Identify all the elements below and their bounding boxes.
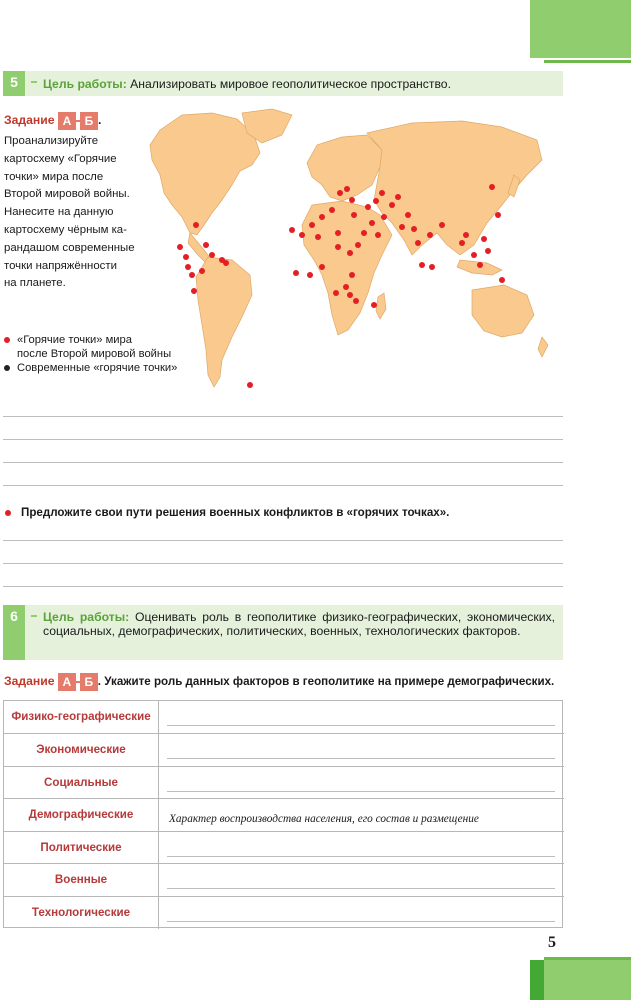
task5-goal-text: Анализировать мировое геополитическое пространство.	[130, 77, 451, 91]
hotspot-marker	[379, 190, 385, 196]
legend-item-modern	[4, 361, 194, 375]
task6-zadanie: Задание А Б . Укажите роль данных факторов в геополитике на примере демографических.	[4, 674, 555, 689]
instruction-line: рандашом современные	[4, 241, 135, 254]
factor-name: Экономические	[4, 734, 159, 766]
hotspot-marker	[439, 222, 445, 228]
hotspot-marker	[485, 248, 491, 254]
table-row	[4, 831, 564, 864]
task6-badge-b: Б	[80, 673, 98, 691]
task5-badge-a: А	[58, 112, 76, 130]
hotspot-marker	[361, 230, 367, 236]
task5-number: 5	[10, 74, 18, 90]
hotspot-marker	[459, 240, 465, 246]
factor-answer-line[interactable]	[167, 758, 555, 759]
red-dot-icon	[4, 337, 10, 343]
page-corner-top	[530, 0, 631, 58]
new-zealand-shape	[538, 337, 548, 357]
hotspot-marker	[185, 264, 191, 270]
task6-zadanie-label: Задание	[4, 674, 55, 689]
factor-name: Политические	[4, 832, 159, 864]
hotspot-marker	[415, 240, 421, 246]
hotspot-marker	[495, 212, 501, 218]
instruction-line: Второй мировой войны.	[4, 188, 130, 201]
hotspot-marker	[319, 214, 325, 220]
instruction-line: картосхему «Горячие	[4, 152, 117, 165]
task6-arrow	[31, 615, 37, 617]
legend-item-postwar	[4, 333, 194, 347]
task5-goal-label: Цель работы:	[43, 77, 127, 91]
madagascar-shape	[376, 293, 386, 319]
factor-name: Военные	[4, 864, 159, 896]
task6-goal-label: Цель работы:	[43, 610, 130, 624]
factor-answer-line[interactable]	[167, 888, 555, 889]
task5-zadanie: Задание А Б .	[4, 113, 102, 128]
north-america-shape	[150, 113, 260, 235]
hotspot-marker	[191, 288, 197, 294]
factor-value: Характер воспроизводства населения, его состав и размещение	[169, 813, 479, 825]
legend-label: «Горячие точки» мира	[17, 334, 132, 346]
factors-table	[3, 700, 563, 928]
hotspot-marker	[349, 197, 355, 203]
world-map-svg	[142, 105, 564, 395]
hotspot-marker	[429, 264, 435, 270]
task5-header	[3, 71, 563, 96]
answer-line[interactable]	[3, 540, 563, 541]
answer-line[interactable]	[3, 439, 563, 440]
hotspot-marker	[209, 252, 215, 258]
hotspot-marker	[193, 222, 199, 228]
europe-shape	[307, 135, 382, 201]
hotspot-marker	[177, 244, 183, 250]
hotspot-marker	[371, 302, 377, 308]
page-corner-bottom	[530, 960, 631, 1000]
table-row	[4, 863, 564, 896]
hotspot-marker	[389, 202, 395, 208]
instruction-line: на планете.	[4, 277, 66, 290]
hotspot-marker	[247, 382, 253, 388]
map-legend	[4, 333, 194, 375]
hotspot-marker	[463, 232, 469, 238]
hotspot-marker	[319, 264, 325, 270]
hotspot-marker	[353, 298, 359, 304]
hotspot-marker	[381, 214, 387, 220]
hotspot-marker	[349, 272, 355, 278]
hotspot-marker	[347, 292, 353, 298]
answer-line[interactable]	[3, 416, 563, 417]
table-row	[4, 733, 564, 766]
hotspot-marker	[395, 194, 401, 200]
factor-answer-line[interactable]	[167, 856, 555, 857]
task6-goal	[43, 610, 555, 638]
task6-badge-a: А	[58, 673, 76, 691]
hotspot-marker	[405, 212, 411, 218]
factor-name: Социальные	[4, 767, 159, 799]
australia-shape	[472, 285, 534, 337]
hotspot-marker	[189, 272, 195, 278]
hotspot-marker	[289, 227, 295, 233]
factor-answer-line[interactable]	[167, 791, 555, 792]
hotspot-marker	[337, 190, 343, 196]
red-dot-icon	[5, 510, 11, 516]
task5-zadanie-label: Задание	[4, 113, 55, 128]
factor-answer-line[interactable]	[167, 725, 555, 726]
instruction-line: точки» мира после	[4, 170, 104, 183]
hotspot-marker	[375, 232, 381, 238]
task5-instruction	[4, 133, 144, 293]
task5-number-box	[3, 71, 25, 96]
instruction-line: картосхему чёрным ка-	[4, 223, 127, 236]
legend-label: Современные «горячие точки»	[17, 362, 178, 374]
hotspot-marker	[477, 262, 483, 268]
task6-header	[3, 605, 563, 660]
hotspot-marker	[309, 222, 315, 228]
task5-badge-b: Б	[80, 112, 98, 130]
hotspot-marker	[347, 250, 353, 256]
hotspot-marker	[203, 242, 209, 248]
task6-number: 6	[10, 608, 18, 624]
hotspot-marker	[335, 244, 341, 250]
hotspot-marker	[355, 242, 361, 248]
instruction-line: точки напряжённости	[4, 259, 117, 272]
table-row	[4, 798, 564, 831]
hotspot-marker	[373, 198, 379, 204]
table-row	[4, 896, 564, 929]
task5-goal	[43, 77, 555, 91]
hotspot-marker	[499, 277, 505, 283]
factor-name: Демографические	[4, 799, 159, 831]
answer-line[interactable]	[3, 485, 563, 486]
hotspot-marker	[481, 236, 487, 242]
hotspot-marker	[223, 260, 229, 266]
hotspot-marker	[419, 262, 425, 268]
page-corner-top-line	[544, 60, 631, 63]
hotspot-marker	[351, 212, 357, 218]
task5-question	[5, 506, 449, 519]
task6-instruction: Укажите роль данных факторов в геополитике на примере демографических.	[104, 675, 555, 689]
hotspot-marker	[329, 207, 335, 213]
task5-question-text: Предложите свои пути решения военных конфликтов в «горячих точках».	[21, 506, 450, 519]
page-number: 5	[548, 934, 556, 951]
instruction-line: Проанализируйте	[4, 135, 99, 147]
page-corner-bottom-dark	[530, 960, 544, 1000]
answer-line[interactable]	[3, 462, 563, 463]
hotspot-marker	[489, 184, 495, 190]
hotspot-marker	[471, 252, 477, 258]
hotspot-marker	[369, 220, 375, 226]
hotspot-marker	[344, 186, 350, 192]
answer-line[interactable]	[3, 563, 563, 564]
hotspot-marker	[183, 254, 189, 260]
hotspot-marker	[315, 234, 321, 240]
hotspot-marker	[299, 232, 305, 238]
hotspot-marker	[293, 270, 299, 276]
hotspot-marker	[199, 268, 205, 274]
world-hotspots-map	[142, 105, 564, 395]
task6-goal-text: Оценивать роль в геополитике физико-географических, экономических, социальных, демографических, политических, военных, технологических факторов.	[43, 610, 556, 638]
hotspot-marker	[365, 204, 371, 210]
hotspot-marker	[343, 284, 349, 290]
south-america-shape	[196, 257, 252, 387]
legend-label: после Второй мировой войны	[17, 348, 172, 360]
hotspot-marker	[307, 272, 313, 278]
factor-name: Технологические	[4, 897, 159, 929]
hotspot-marker	[427, 232, 433, 238]
hotspot-marker	[399, 224, 405, 230]
table-row	[4, 701, 564, 733]
factor-name: Физико-географические	[4, 701, 159, 733]
task6-number-box	[3, 605, 25, 660]
black-dot-icon	[4, 365, 10, 371]
hotspot-marker	[333, 290, 339, 296]
task5-arrow	[31, 81, 37, 83]
hotspot-marker	[411, 226, 417, 232]
instruction-line: Нанесите на данную	[4, 206, 114, 219]
hotspot-marker	[335, 230, 341, 236]
answer-line[interactable]	[3, 586, 563, 587]
table-row	[4, 766, 564, 799]
factor-answer-line[interactable]	[167, 921, 555, 922]
